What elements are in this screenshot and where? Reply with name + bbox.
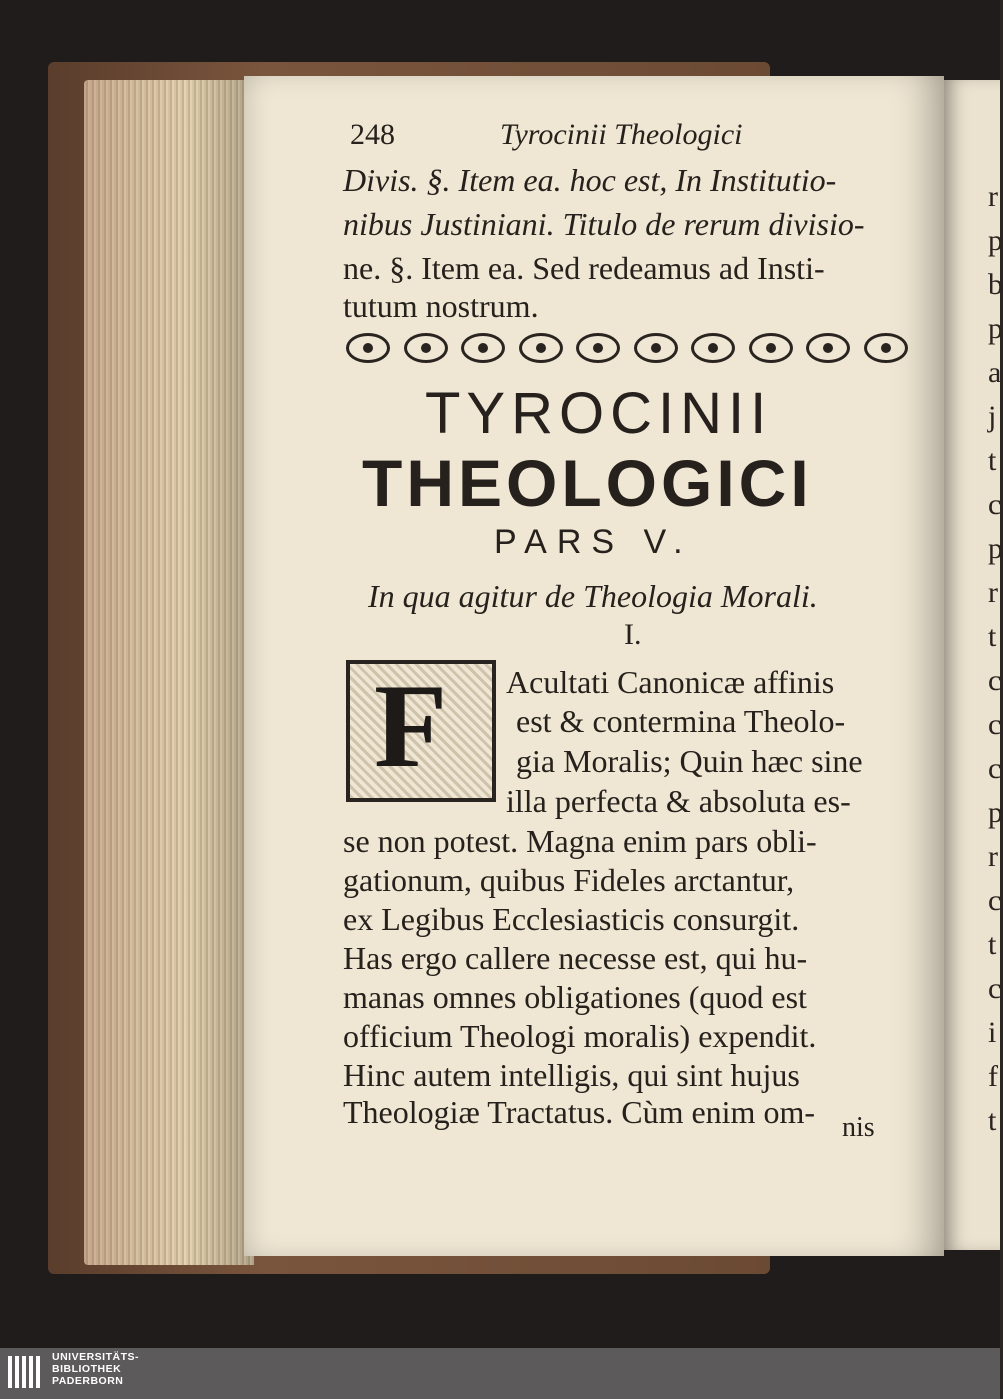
running-head — [350, 118, 742, 152]
facing-page-letter: c — [988, 664, 1002, 697]
library-name-line-3: PADERBORN — [52, 1375, 124, 1387]
text-line: tutum nostrum. — [343, 288, 539, 324]
running-title: Tyrocinii Theologici — [500, 118, 743, 151]
part-heading: PARS V. — [494, 523, 693, 561]
facing-page-letter: r — [988, 840, 998, 873]
text-line: Theologiæ Tractatus. Cùm enim om- — [343, 1094, 815, 1130]
library-footer — [0, 1348, 1000, 1399]
facing-page-letter: c — [988, 488, 1002, 521]
facing-page-letter: j — [988, 400, 997, 433]
facing-page-letter: t — [988, 1104, 997, 1137]
facing-page-letter: c — [988, 884, 1002, 917]
facing-page-letter: i — [988, 1016, 997, 1049]
decorated-initial — [346, 660, 496, 802]
facing-page-letter: c — [988, 972, 1002, 1005]
text-line: est & contermina Theolo- — [516, 703, 846, 739]
facing-page-letter: p — [988, 532, 1003, 565]
facing-page-letter: r — [988, 180, 998, 213]
facing-page-letter: c — [988, 752, 1002, 785]
facing-page-letter: t — [988, 444, 997, 477]
text-line: Has ergo callere necesse est, qui hu- — [343, 940, 808, 976]
facing-page-letter: p — [988, 312, 1003, 345]
title-line-1: TYROCINII — [425, 381, 773, 446]
text-line: Hinc autem intelligis, qui sint hujus — [343, 1057, 800, 1093]
text-line: illa perfecta & absoluta es- — [506, 783, 851, 819]
facing-page-letter: c — [988, 708, 1002, 741]
facing-page-letter: f — [988, 1060, 998, 1093]
facing-page-letter: t — [988, 620, 997, 653]
text-line: nibus Justiniani. Titulo de rerum divisio- — [343, 206, 865, 242]
page-edges — [84, 80, 254, 1265]
text-line: ex Legibus Ecclesiasticis consurgit. — [343, 901, 800, 937]
text-line: se non potest. Magna enim pars obli- — [343, 823, 817, 859]
page-number: 248 — [350, 118, 395, 151]
catchword: nis — [842, 1112, 875, 1143]
text-line: gationum, quibus Fideles arctantur, — [343, 862, 795, 898]
text-line: gia Moralis; Quin hæc sine — [516, 743, 863, 779]
ornament-band — [346, 333, 908, 367]
facing-page-letter: a — [988, 356, 1002, 389]
text-line: Divis. §. Item ea. hoc est, In Institutio- — [343, 162, 837, 198]
text-line: manas omnes obligationes (quod est — [343, 979, 807, 1015]
facing-page-letter: b — [988, 268, 1003, 301]
library-logo-icon — [8, 1356, 42, 1392]
library-name-line-2: BIBLIOTHEK — [52, 1363, 122, 1375]
text-line: ne. §. Item ea. Sed redeamus ad Insti- — [343, 250, 825, 286]
facing-page-letter: r — [988, 576, 998, 609]
initial-letter: F — [374, 659, 448, 792]
section-number: I. — [624, 618, 642, 651]
text-line: officium Theologi moralis) expendit. — [343, 1018, 817, 1054]
library-name-line-1: UNIVERSITÄTS- — [52, 1351, 140, 1363]
facing-page-letter: p — [988, 224, 1003, 257]
facing-page — [944, 80, 1003, 1250]
title-line-2: THEOLOGICI — [362, 446, 813, 520]
subtitle: In qua agitur de Theologia Morali. — [368, 578, 818, 614]
facing-page-letter: p — [988, 796, 1003, 829]
facing-page-letter: t — [988, 928, 997, 961]
text-line: Acultati Canonicæ affinis — [506, 664, 835, 700]
